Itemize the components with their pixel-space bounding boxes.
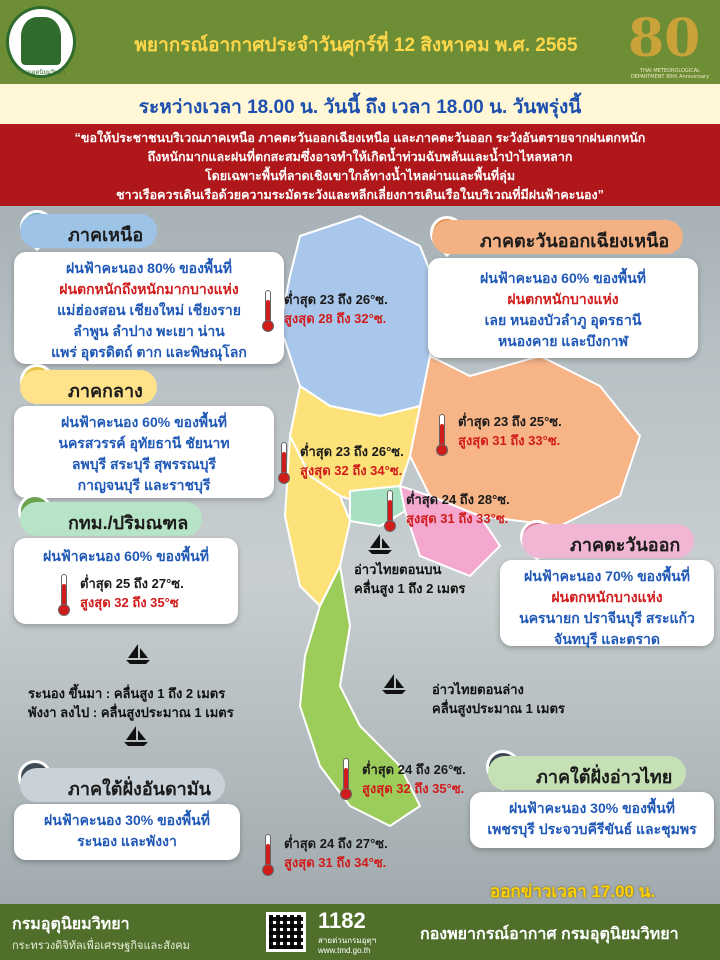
anniversary-logo bbox=[624, 8, 716, 80]
east-line-1: ฝนฟ้าคะนอง 70% ของพื้นที่ bbox=[524, 568, 690, 584]
south-west-temp-min: ต่ำสุด 24 ถึง 27°ซ. bbox=[284, 836, 388, 851]
hotline-caption-1: สายด่วนกรมอุตุฯ bbox=[318, 936, 377, 945]
north-line-2: ฝนตกหนักถึงหนักมากบางแห่ง bbox=[59, 281, 239, 297]
warning-bar bbox=[0, 124, 720, 206]
east-line-2: ฝนตกหนักบางแห่ง bbox=[551, 589, 663, 605]
east-temp-max: สูงสุด 31 ถึง 33°ซ. bbox=[406, 511, 509, 526]
bangkok-label: กทม./ปริมณฑล bbox=[20, 502, 202, 536]
page-title: พยากรณ์อากาศประจำวันศุกร์ที่ 12 สิงหาคม พ.ศ. 2565 bbox=[134, 35, 578, 56]
north-line-5: แพร่ อุตรดิตถ์ ตาก และพิษณุโลก bbox=[51, 344, 247, 360]
andaman-line-2: พังงา ลงไป : คลื่นสูงประมาณ 1 เมตร bbox=[28, 705, 234, 720]
east-temp-min: ต่ำสุด 24 ถึง 28°ซ. bbox=[406, 492, 510, 507]
north-line-1: ฝนฟ้าคะนอง 80% ของพื้นที่ bbox=[66, 260, 232, 276]
south-west-info-box bbox=[14, 804, 240, 860]
north-line-3: แม่ฮ่องสอน เชียงใหม่ เชียงราย bbox=[57, 302, 241, 318]
bangkok-temp-min: ต่ำสุด 25 ถึง 27°ซ. bbox=[80, 576, 184, 591]
central-info-box bbox=[14, 406, 274, 498]
east-info-box bbox=[500, 560, 714, 646]
hotline-caption bbox=[318, 936, 376, 956]
northeast-thermometer-icon bbox=[436, 414, 448, 456]
northeast-line-4: หนองคาย และบึงกาฬ bbox=[497, 333, 629, 349]
hotline-website[interactable]: www.tmd.go.th bbox=[318, 946, 371, 955]
south-west-temp-max: สูงสุด 31 ถึง 34°ซ. bbox=[284, 855, 387, 870]
central-line-4: กาญจนบุรี และราชบุรี bbox=[77, 477, 211, 493]
south-west-label: ภาคใต้ฝั่งอันดามัน bbox=[20, 768, 225, 802]
northeast-line-1: ฝนฟ้าคะนอง 60% ของพื้นที่ bbox=[480, 270, 646, 286]
bangkok-region-shape bbox=[350, 486, 405, 526]
lower-gulf-boat-icon bbox=[380, 672, 408, 696]
north-label: ภาคเหนือ bbox=[20, 214, 157, 248]
south-east-temp bbox=[362, 760, 466, 798]
issued-time: ออกข่าวเวลา 17.00 น. bbox=[490, 882, 656, 901]
andaman-text bbox=[28, 684, 234, 722]
northeast-temp-min: ต่ำสุด 23 ถึง 25°ซ. bbox=[458, 414, 562, 429]
period-bar bbox=[0, 84, 720, 124]
upper-gulf-boat-icon bbox=[366, 532, 394, 556]
footer-org: กรมอุตุนิยมวิทยา bbox=[12, 916, 130, 933]
central-temp bbox=[300, 442, 404, 480]
northeast-label: ภาคตะวันออกเฉียงเหนือ bbox=[432, 220, 683, 254]
warning-line-2: ถึงหนักมากและฝนที่ตกสะสมซึ่งอาจทำให้เกิดน้ำท่วมฉับพลันและน้ำป่าไหลหลาก bbox=[147, 150, 573, 164]
east-temp bbox=[406, 490, 510, 528]
south-east-label: ภาคใต้ฝั่งอ่าวไทย bbox=[488, 756, 686, 790]
andaman-boat-icon-upper bbox=[124, 642, 152, 666]
central-thermometer-icon bbox=[278, 442, 290, 484]
south-west-line-2: ระนอง และพังงา bbox=[77, 833, 177, 849]
footer-department: กองพยากรณ์อากาศ กรมอุตุนิยมวิทยา bbox=[420, 926, 679, 943]
northeast-line-3: เลย หนองบัวลำภู อุดรธานี bbox=[484, 312, 642, 328]
south-east-temp-min: ต่ำสุด 24 ถึง 26°ซ. bbox=[362, 762, 466, 777]
warning-line-4: ชาวเรือควรเดินเรือด้วยความระมัดระวังและหลีกเลี่ยงการเดินเรือในบริเวณที่มีฝนฟ้าคะนอง” bbox=[116, 188, 604, 202]
east-line-4: จันทบุรี และตราด bbox=[554, 631, 660, 647]
warning-line-3: โดยเฉพาะพื้นที่ลาดเชิงเขาใกล้ทางน้ำไหลผ่านและพื้นที่ลุ่ม bbox=[204, 169, 516, 183]
north-line-4: ลำพูน ลำปาง พะเยา น่าน bbox=[73, 323, 225, 339]
north-thermometer-icon bbox=[262, 290, 274, 332]
south-east-line-2: เพชรบุรี ประจวบคีรีขันธ์ และชุมพร bbox=[487, 821, 697, 837]
header bbox=[0, 0, 720, 84]
lower-gulf-wave: คลื่นสูงประมาณ 1 เมตร bbox=[432, 701, 565, 716]
south-east-line-1: ฝนฟ้าคะนอง 30% ของพื้นที่ bbox=[509, 800, 675, 816]
central-temp-min: ต่ำสุด 23 ถึง 26°ซ. bbox=[300, 444, 404, 459]
central-temp-max: สูงสุด 32 ถึง 34°ซ. bbox=[300, 463, 403, 478]
northeast-temp-max: สูงสุด 31 ถึง 33°ซ. bbox=[458, 433, 561, 448]
bangkok-info-box bbox=[14, 538, 238, 624]
upper-gulf-text bbox=[354, 560, 465, 598]
anniversary-number: 80 bbox=[628, 8, 701, 69]
north-temp bbox=[284, 290, 388, 328]
northeast-info-box bbox=[428, 258, 698, 358]
bangkok-thermometer-icon bbox=[58, 574, 70, 616]
central-line-2: นครสวรรค์ อุทัยธานี ชัยนาท bbox=[58, 435, 230, 451]
central-line-3: ลพบุรี สระบุรี สุพรรณบุรี bbox=[71, 456, 217, 472]
south-east-thermometer-icon bbox=[340, 758, 352, 800]
northeast-line-2: ฝนตกหนักบางแห่ง bbox=[507, 291, 619, 307]
east-thermometer-icon bbox=[384, 490, 396, 532]
garuda-emblem-icon bbox=[21, 17, 61, 65]
footer bbox=[0, 904, 720, 960]
east-line-3: นครนายก ปราจีนบุรี สระแก้ว bbox=[519, 610, 695, 626]
logo-ring-text: กรมอุตุนิยมวิทยา bbox=[20, 69, 66, 76]
thailand-map-area bbox=[0, 206, 720, 876]
south-east-info-box bbox=[470, 792, 714, 848]
central-line-1: ฝนฟ้าคะนอง 60% ของพื้นที่ bbox=[61, 414, 227, 430]
bangkok-temp bbox=[80, 574, 184, 612]
upper-gulf-name: อ่าวไทยตอนบน bbox=[354, 562, 442, 577]
lower-gulf-text bbox=[432, 680, 565, 718]
qr-code-icon[interactable] bbox=[266, 912, 306, 952]
northeast-temp bbox=[458, 412, 562, 450]
north-temp-min: ต่ำสุด 23 ถึง 26°ซ. bbox=[284, 292, 388, 307]
footer-ministry: กระทรวงดิจิทัลเพื่อเศรษฐกิจและสังคม bbox=[12, 940, 190, 952]
north-temp-max: สูงสุด 28 ถึง 32°ซ. bbox=[284, 311, 387, 326]
anniversary-caption: THAI METEOROLOGICAL DEPARTMENT 80th Anniversary bbox=[630, 68, 710, 80]
upper-gulf-wave: คลื่นสูง 1 ถึง 2 เมตร bbox=[354, 581, 466, 596]
south-west-thermometer-icon bbox=[262, 834, 274, 876]
hotline-number: 1182 bbox=[318, 908, 366, 933]
forecast-period: ระหว่างเวลา 18.00 น. วันนี้ ถึง เวลา 18.00 น. วันพรุ่งนี้ bbox=[138, 97, 582, 118]
central-label: ภาคกลาง bbox=[20, 370, 157, 404]
bangkok-line-1: ฝนฟ้าคะนอง 60% ของพื้นที่ bbox=[43, 548, 209, 564]
lower-gulf-name: อ่าวไทยตอนล่าง bbox=[432, 682, 524, 697]
east-label: ภาคตะวันออก bbox=[522, 524, 694, 558]
bangkok-temp-max: สูงสุด 32 ถึง 35°ซ bbox=[80, 595, 179, 610]
tmd-logo bbox=[6, 6, 76, 78]
warning-line-1: “ขอให้ประชาชนบริเวณภาคเหนือ ภาคตะวันออกเฉียงเหนือ และภาคตะวันออก ระวังอันตรายจากฝนตกหนัก bbox=[74, 131, 646, 145]
south-west-line-1: ฝนฟ้าคะนอง 30% ของพื้นที่ bbox=[44, 812, 210, 828]
south-west-temp bbox=[284, 834, 388, 872]
andaman-line-1: ระนอง ขึ้นมา : คลื่นสูง 1 ถึง 2 เมตร bbox=[28, 686, 226, 701]
andaman-boat-icon-lower bbox=[122, 724, 150, 748]
north-info-box bbox=[14, 252, 284, 364]
south-east-temp-max: สูงสุด 32 ถึง 35°ซ. bbox=[362, 781, 465, 796]
